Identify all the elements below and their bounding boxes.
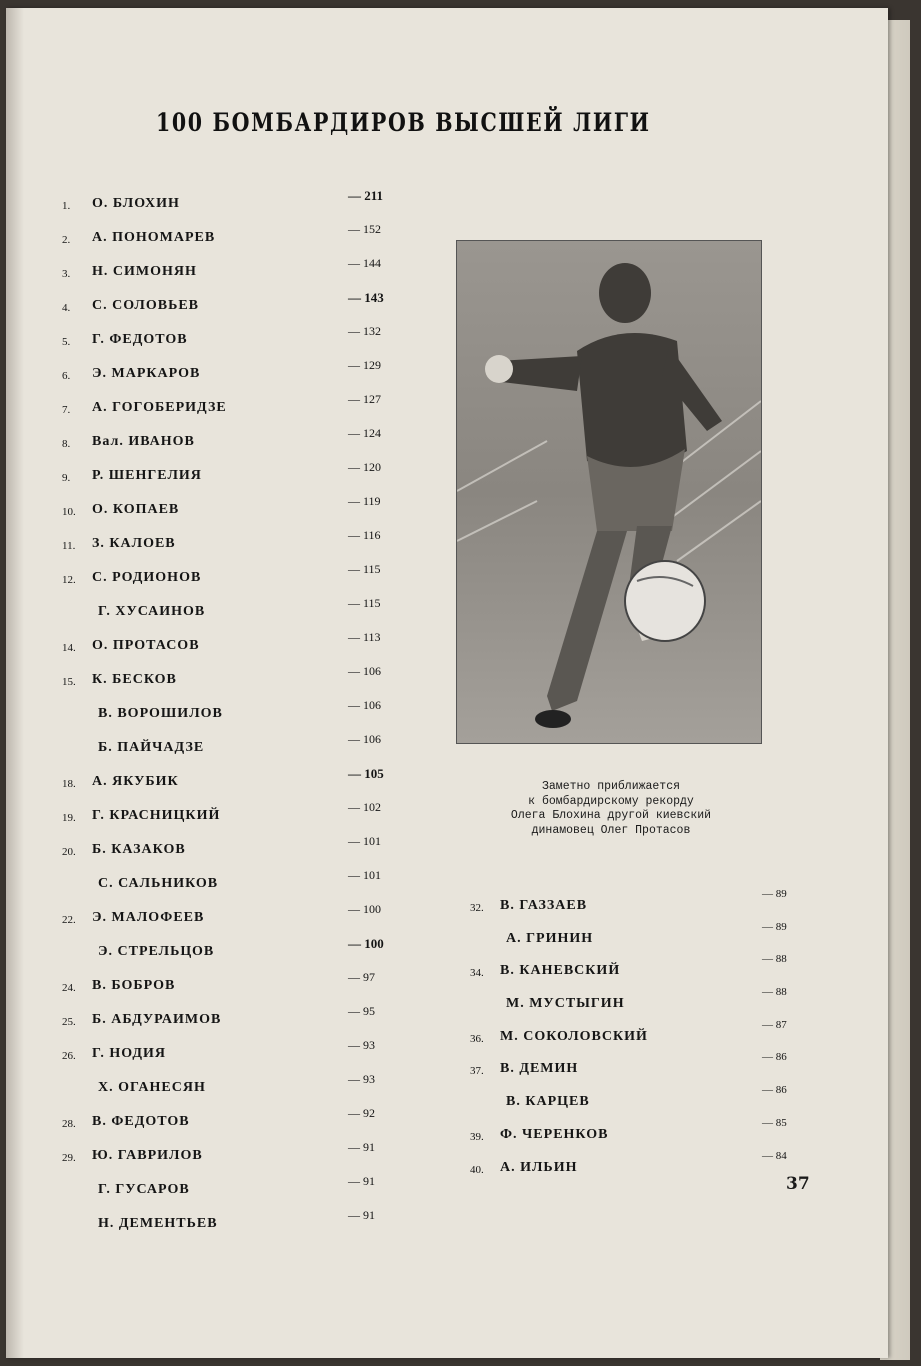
- scorer-row: [470, 986, 810, 1019]
- scorer-rank: 29.: [62, 1152, 76, 1164]
- scorer-goals: — 211: [348, 188, 384, 203]
- scorer-rank: 19.: [62, 812, 76, 824]
- scorer-goals: — 106: [348, 664, 381, 678]
- scorer-name: Г. ФЕДОТОВ: [92, 332, 188, 347]
- scorer-goals: — 101: [348, 868, 381, 882]
- scorer-goals: — 127: [348, 392, 381, 406]
- scorer-goals: — 106: [348, 732, 381, 746]
- photo-caption: [476, 780, 746, 838]
- scorer-goals: — 101: [348, 834, 381, 848]
- scorer-rank: 5.: [62, 336, 71, 348]
- scorer-name: Ю. ГАВРИЛОВ: [92, 1148, 203, 1163]
- scorer-rank: 32.: [470, 902, 484, 914]
- scorer-rank: 37.: [470, 1065, 484, 1078]
- scorer-goals: — 144: [348, 256, 381, 270]
- scorer-name: С. САЛЬНИКОВ: [98, 876, 219, 891]
- scorer-rank: 11.: [62, 540, 76, 552]
- scorer-rank: 25.: [62, 1016, 76, 1028]
- scorer-name: Б. КАЗАКОВ: [92, 842, 186, 857]
- scorer-name: Г. ХУСАИНОВ: [98, 604, 206, 619]
- scorer-row: [62, 1104, 422, 1138]
- scorer-rank: 28.: [62, 1118, 76, 1130]
- scorer-row: [470, 888, 810, 921]
- scorer-name: С. РОДИОНОВ: [92, 570, 202, 585]
- scorer-row: [62, 356, 422, 390]
- scorer-goals: — 93: [348, 1038, 375, 1052]
- scorer-rank: 20.: [62, 846, 76, 858]
- scorer-rank: 12.: [62, 574, 76, 586]
- scorer-goals: — 86: [762, 1051, 787, 1064]
- scorer-goals: — 88: [762, 986, 787, 999]
- scorer-name: Н. ДЕМЕНТЬЕВ: [98, 1216, 218, 1231]
- scorer-row: [62, 798, 422, 832]
- scorer-name: В. ВОРОШИЛОВ: [98, 706, 223, 721]
- scorer-goals: — 120: [348, 460, 381, 474]
- scorer-name: Г. КРАСНИЦКИЙ: [92, 808, 221, 823]
- scorer-name: В. ГАЗЗАЕВ: [500, 898, 588, 913]
- scorer-row: [62, 1002, 422, 1036]
- scorer-row: [62, 662, 422, 696]
- scorer-row: [62, 1138, 422, 1172]
- scorer-name: Г. ГУСАРОВ: [98, 1182, 190, 1197]
- scorer-name: О. ПРОТАСОВ: [92, 638, 200, 653]
- scorer-name: Н. СИМОНЯН: [92, 264, 197, 279]
- scorer-rank: 34.: [470, 967, 484, 980]
- scorer-goals: — 87: [762, 1018, 787, 1031]
- scorer-goals: — 84: [762, 1149, 787, 1162]
- scorer-name: В. ФЕДОТОВ: [92, 1114, 190, 1129]
- scorer-rank: 2.: [62, 234, 71, 246]
- scorer-row: [62, 458, 422, 492]
- scorer-row: [62, 220, 422, 254]
- scorer-name: М. МУСТЫГИН: [506, 996, 625, 1012]
- scorer-goals: — 91: [348, 1140, 375, 1154]
- scorer-row: [62, 526, 422, 560]
- scorer-rank: 24.: [62, 982, 76, 994]
- caption-line: к бомбардирскому рекорду: [528, 794, 694, 808]
- scorer-row: [62, 1070, 422, 1104]
- scorer-goals: — 115: [348, 596, 381, 610]
- scorer-row: [62, 390, 422, 424]
- scorer-goals: — 129: [348, 358, 381, 372]
- scorer-name: Р. ШЕНГЕЛИЯ: [92, 468, 202, 483]
- scorer-rank: 36.: [470, 1032, 484, 1045]
- scorer-row: [62, 1036, 422, 1070]
- scorer-name: О. КОПАЕВ: [92, 502, 180, 517]
- scorer-name: Ф. ЧЕРЕНКОВ: [500, 1126, 609, 1142]
- book-page: [6, 8, 888, 1358]
- scorer-goals: — 95: [348, 1004, 375, 1018]
- scorer-name: Б. ПАЙЧАДЗЕ: [98, 740, 205, 755]
- scorer-row: [470, 1019, 810, 1052]
- caption-line: Заметно приближается: [541, 780, 681, 793]
- scorer-rank: 15.: [62, 676, 76, 688]
- scorer-row: [470, 921, 810, 954]
- scorer-name: А. ГОГОБЕРИДЗЕ: [92, 400, 227, 415]
- scorer-name: С. СОЛОВЬЕВ: [92, 298, 200, 313]
- scorer-row: [62, 866, 422, 900]
- scorer-goals: — 102: [348, 800, 381, 814]
- scorer-goals: — 91: [348, 1208, 375, 1222]
- scorer-goals: — 115: [348, 562, 381, 576]
- scorer-goals: — 89: [762, 888, 787, 900]
- scorer-goals: — 124: [348, 426, 381, 440]
- scorer-rank: 1.: [62, 200, 71, 212]
- scorer-row: [62, 730, 422, 764]
- scorer-name: Вал. ИВАНОВ: [92, 434, 195, 449]
- caption-line: динамовец Олег Протасов: [531, 823, 691, 837]
- scorer-row: [62, 424, 422, 458]
- scorer-rank: 40.: [470, 1163, 484, 1176]
- scorer-goals: — 100: [348, 936, 384, 951]
- scorer-goals: — 152: [348, 222, 381, 236]
- scorer-rank: 22.: [62, 914, 76, 926]
- scorer-rank: 4.: [62, 302, 71, 314]
- scorer-name: А. ГРИНИН: [506, 930, 594, 946]
- scorer-row: [470, 1150, 810, 1183]
- player-photo-image: [457, 241, 761, 743]
- scorer-row: [62, 1172, 422, 1206]
- scorer-row: [62, 560, 422, 594]
- scorer-goals: — 132: [348, 324, 381, 338]
- scorer-row: [470, 1051, 810, 1084]
- scorer-row: [62, 968, 422, 1002]
- scorer-rank: 7.: [62, 404, 71, 416]
- scorer-rank: 26.: [62, 1050, 76, 1062]
- scorer-rank: 39.: [470, 1130, 484, 1143]
- scorer-row: [62, 764, 422, 798]
- scorer-row: [470, 1117, 810, 1150]
- scorer-name: В. КАРЦЕВ: [506, 1094, 590, 1110]
- scorer-name: А. ИЛЬИН: [500, 1159, 578, 1175]
- scorer-row: [62, 322, 422, 356]
- scorer-name: Г. НОДИЯ: [92, 1046, 167, 1061]
- scorer-goals: — 85: [762, 1116, 787, 1129]
- scorer-row: [62, 594, 422, 628]
- scorer-row: [62, 696, 422, 730]
- scorer-goals: — 88: [762, 953, 787, 966]
- scorer-row: [62, 186, 422, 220]
- scorers-list-right: [470, 888, 810, 1182]
- scorer-rank: 6.: [62, 370, 71, 382]
- scorer-row: [62, 492, 422, 526]
- scorer-row: [470, 1084, 810, 1117]
- scorer-rank: 10.: [62, 506, 76, 518]
- scorer-row: [62, 832, 422, 866]
- scorer-goals: — 106: [348, 698, 381, 712]
- scorer-rank: 18.: [62, 778, 76, 790]
- scorers-list-left: [62, 186, 422, 1240]
- scorer-name: А. ЯКУБИК: [92, 774, 179, 789]
- scorer-rank: 14.: [62, 642, 76, 654]
- scorer-goals: — 89: [762, 920, 787, 933]
- scorer-goals: — 119: [348, 494, 381, 508]
- scorer-name: Б. АБДУРАИМОВ: [92, 1012, 222, 1027]
- scorer-goals: — 86: [762, 1084, 787, 1097]
- scorer-name: Э. МАРКАРОВ: [92, 366, 201, 381]
- scorer-goals: — 113: [348, 630, 381, 644]
- scorer-row: [62, 900, 422, 934]
- scorer-name: О. БЛОХИН: [92, 196, 180, 211]
- scorer-goals: — 105: [348, 766, 384, 781]
- scorer-name: Х. ОГАНЕСЯН: [98, 1080, 206, 1095]
- scorer-rank: 9.: [62, 472, 71, 484]
- scorer-goals: — 93: [348, 1072, 375, 1086]
- scorer-row: [62, 288, 422, 322]
- player-photo: [456, 240, 762, 744]
- scorer-name: Э. МАЛОФЕЕВ: [92, 910, 205, 925]
- scorer-name: В. ДЕМИН: [500, 1061, 579, 1077]
- caption-line: Олега Блохина другой киевский: [510, 809, 712, 822]
- scorer-name: К. БЕСКОВ: [92, 672, 177, 687]
- scorer-row: [62, 934, 422, 968]
- scorer-name: В. БОБРОВ: [92, 978, 176, 993]
- scorer-name: Э. СТРЕЛЬЦОВ: [98, 944, 215, 959]
- scorer-name: З. КАЛОЕВ: [92, 536, 176, 551]
- scorer-name: А. ПОНОМАРЕВ: [92, 230, 216, 245]
- scorer-goals: — 100: [348, 902, 381, 916]
- page-title: 100 БОМБАРДИРОВ ВЫСШЕЙ ЛИГИ: [156, 108, 651, 137]
- scorer-goals: — 143: [348, 290, 384, 305]
- scorer-row: [470, 953, 810, 986]
- scorer-goals: — 116: [348, 528, 381, 542]
- scorer-goals: — 92: [348, 1106, 375, 1120]
- scorer-name: В. КАНЕВСКИЙ: [500, 963, 621, 979]
- page-number: 37: [786, 1174, 810, 1194]
- scorer-row: [62, 1206, 422, 1240]
- scorer-name: М. СОКОЛОВСКИЙ: [500, 1028, 648, 1044]
- scorer-goals: — 97: [348, 970, 375, 984]
- scorer-goals: — 91: [348, 1174, 375, 1188]
- scorer-row: [62, 628, 422, 662]
- scorer-rank: 3.: [62, 268, 71, 280]
- scorer-rank: 8.: [62, 438, 71, 450]
- scorer-row: [62, 254, 422, 288]
